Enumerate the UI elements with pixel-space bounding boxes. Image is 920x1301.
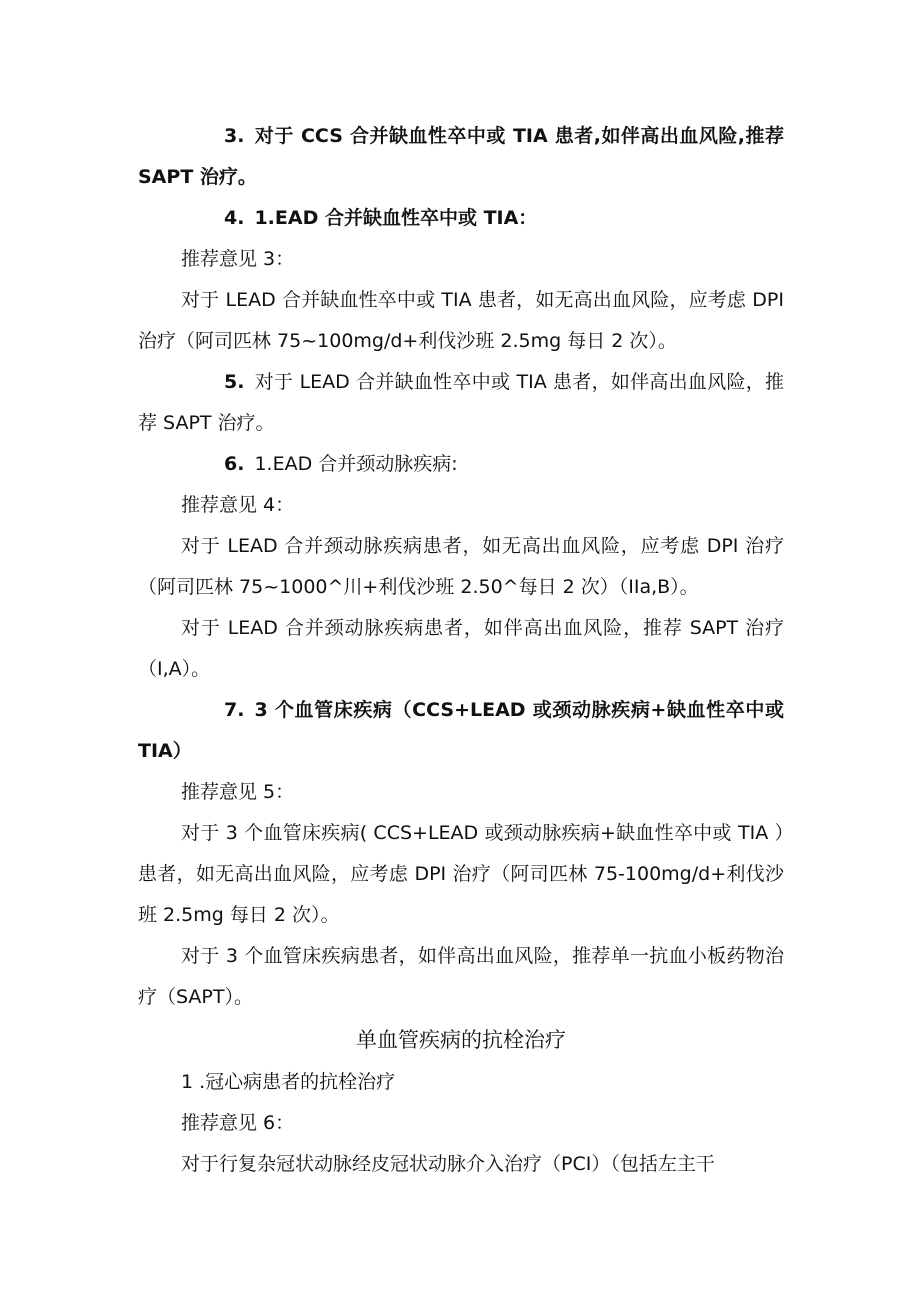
recommendation-label: 推荐意见 5： <box>181 781 295 803</box>
body-paragraph: 对于 LEAD 合并缺血性卒中或 TIA 患者，如无高出血风险，应考虑 DPI 治疗（阿司匹林 75~100mg/d+利伐沙班 2.5mg 每日 2 次）。 <box>138 289 784 352</box>
body-paragraph: 对于行复杂冠状动脉经皮冠状动脉介入治疗（PCI）（包括左主干 <box>181 1153 715 1175</box>
body-paragraph: 对于 3 个血管床疾病患者，如伴高出血风险，推荐单一抗血小板药物治疗（SAPT）。 <box>138 945 784 1008</box>
recommendation-label: 推荐意见 6： <box>181 1112 295 1134</box>
item-3 <box>138 116 784 198</box>
item-number: 4. <box>224 207 245 229</box>
body-paragraph: 对于 LEAD 合并颈动脉疾病患者，如伴高出血风险，推荐 SAPT 治疗（I,A）。 <box>138 617 784 680</box>
item-text: 对于 LEAD 合并缺血性卒中或 TIA 患者，如伴高出血风险，推荐 SAPT 治疗。 <box>138 371 784 434</box>
item-text: 3 个血管床疾病（CCS+LEAD 或颈动脉疾病+缺血性卒中或 TIA） <box>138 699 784 762</box>
item-5 <box>138 362 784 444</box>
item-number: 7. <box>224 699 245 721</box>
item-text: 对于 CCS 合并缺血性卒中或 TIA 患者,如伴高出血风险,推荐 SAPT 治疗。 <box>138 125 784 188</box>
recommendation-label: 推荐意见 3： <box>181 248 295 270</box>
item-number: 3. <box>224 125 245 147</box>
item-4 <box>138 198 784 239</box>
body-paragraph: 对于 LEAD 合并颈动脉疾病患者，如无高出血风险，应考虑 DPI 治疗（阿司匹林 75~1000^川+利伐沙班 2.50^每日 2 次）（IIa,B）。 <box>138 535 784 598</box>
item-text: 1.EAD 合并缺血性卒中或 TIA： <box>254 207 538 229</box>
document-page <box>138 116 784 1185</box>
item-number: 6. <box>224 453 245 475</box>
item-6 <box>138 444 784 485</box>
item-7 <box>138 690 784 772</box>
sub-heading: 1 .冠心病患者的抗栓治疗 <box>181 1071 396 1093</box>
section-heading: 单血管疾病的抗栓治疗 <box>356 1028 566 1052</box>
item-text: 1.EAD 合并颈动脉疾病: <box>254 453 458 475</box>
body-paragraph: 对于 3 个血管床疾病( CCS+LEAD 或颈动脉疾病+缺血性卒中或 TIA ）患者，如无高出血风险，应考虑 DPI 治疗（阿司匹林 75-100mg/d+利伐沙班 2.5mg 每日 2 次）。 <box>138 822 784 926</box>
item-number: 5. <box>224 371 245 393</box>
recommendation-label: 推荐意见 4： <box>181 494 295 516</box>
